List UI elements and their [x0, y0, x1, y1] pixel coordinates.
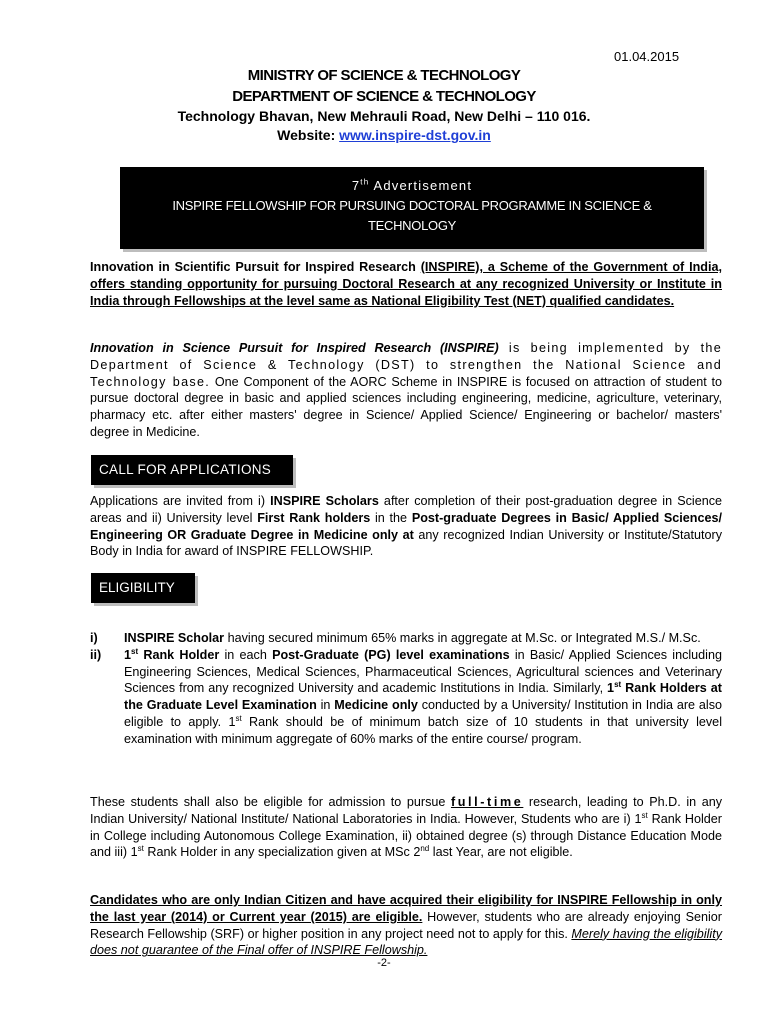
p4-text-4: Rank Holder in any specialization given at MSc 2	[143, 845, 421, 860]
item2-text-5: Rank should be of minimum batch size of 10 students in that university level examination with minimum aggregate of 60% marks of the entire course/ program.	[124, 714, 722, 746]
intro-paragraph	[90, 259, 722, 309]
item2-bold-3b: Rank Holders at the Graduate Level Examination	[124, 681, 722, 713]
students-eligibility-paragraph	[90, 794, 722, 861]
full-time-word: full-time	[450, 795, 524, 809]
item2-bold-1b: Rank Holder	[138, 647, 220, 662]
citizenship-bold-underlined: Candidates who are only Indian Citizen and have acquired their eligibility for INSPIRE Fellowship in only the last year (2014) or Current year (2015) are eligible.	[90, 893, 722, 924]
scheme-paragraph	[90, 340, 722, 441]
address-line: Technology Bhavan, New Mehrauli Road, New Delhi – 110 016.	[177, 108, 591, 124]
item2-text-4: conducted by a University/ Institution in India are also eligible to apply. 1	[124, 698, 722, 729]
adv-word: Advertisement	[369, 178, 473, 193]
item2-sup-3: st	[614, 680, 622, 690]
item2-text-3: in	[316, 698, 335, 713]
item1-bold: INSPIRE Scholar	[124, 631, 225, 645]
call-text-1: Applications are invited from i)	[90, 494, 271, 508]
call-text-4: any recognized Indian University or Institute/Statutory Body in India for award of INSPIRE FELLOWSHIP.	[90, 527, 723, 559]
website-line	[0, 127, 768, 143]
citizenship-text: However, students who are already enjoying Senior Research Fellowship (SRF) or higher position in any project need not to apply for this.	[90, 909, 722, 941]
item2-bold-1: 1	[124, 647, 132, 662]
ministry-heading: MINISTRY OF SCIENCE & TECHNOLOGY	[247, 67, 521, 84]
item2-sup-1: st	[131, 646, 139, 656]
eligibility-list	[90, 630, 722, 748]
p4-text-2: research, leading to Ph.D. in any Indian University/ National Institute/ National Laboratories in India. However, Students who are i) 1	[90, 795, 722, 826]
p4-sup-1: st	[641, 810, 648, 820]
list-item	[90, 647, 722, 748]
list-item-number: ii)	[90, 647, 102, 662]
adv-sup: th	[360, 177, 370, 187]
disclaimer-italic: Merely having the eligibility does not guarantee of the Final offer of INSPIRE Fellowship.	[90, 926, 723, 958]
item2-bold-2: Post-Graduate (PG) level examinations	[272, 647, 510, 662]
citizenship-paragraph	[90, 892, 722, 959]
scheme-rest-text: One Component of the AORC Scheme in INSPIRE is focused on attraction of student to pursue doctoral degree in basic and applied sciences including engineering, medicine, agriculture, veterinary, pharmacy etc. after either masters' degree in Science/ Applied Science/ Engineering or bachelor/ masters' degree in Medicine.	[90, 374, 722, 439]
page-number: -2-	[377, 957, 391, 969]
p4-text-1: These students shall also be eligible for admission to pursue	[90, 795, 451, 809]
p4-sup-2: st	[137, 844, 144, 854]
item2-text-1: in each	[219, 647, 273, 662]
document-date: 01.04.2015	[614, 49, 680, 64]
call-bold-3: Post-graduate Degrees in Basic/ Applied Sciences/ Engineering OR Graduate Degree in Medicine only at	[90, 510, 723, 542]
list-item-number: i)	[90, 631, 98, 645]
call-bold-1: INSPIRE Scholars	[270, 494, 379, 508]
item2-text-2: in Basic/ Applied Sciences including Engineering Sciences, Medical Sciences, Pharmaceutical Sciences, Agricultural sciences and Veterinary Sciences from any recognized University and academic Institutions in India. Similarly,	[124, 647, 722, 696]
website-link[interactable]: www.inspire-dst.gov.in	[339, 127, 491, 143]
item2-sup-4: st	[235, 713, 242, 723]
call-for-applications-heading: CALL FOR APPLICATIONS	[91, 455, 293, 485]
intro-underlined: (INSPIRE), a Scheme of the Government of India, offers standing opportunity for pursuing Doctoral Research at any recognized University or Institute in India through Fellowships at the level same as National Eligibility Test (NET) qualified candidates.	[90, 260, 722, 308]
intro-lead: Innovation in Scientific Pursuit for Inspired Research	[90, 260, 421, 274]
item2-bold-4: Medicine only	[334, 698, 418, 713]
list-item	[90, 630, 722, 647]
advertisement-number	[120, 167, 704, 196]
call-text-3: in the	[370, 510, 412, 525]
fellowship-title: INSPIRE FELLOWSHIP FOR PURSUING DOCTORAL PROGRAMME IN SCIENCE & TECHNOLOGY	[172, 198, 652, 233]
department-heading: DEPARTMENT OF SCIENCE & TECHNOLOGY	[232, 88, 536, 105]
call-paragraph	[90, 493, 722, 560]
item1-text: having secured minimum 65% marks in aggregate at M.Sc. or Integrated M.S./ M.Sc.	[224, 631, 701, 645]
adv-num: 7	[351, 178, 361, 193]
call-bold-2: First Rank holders	[257, 510, 371, 525]
scheme-spaced-text: is being implemented by the Department of Science & Technology (DST) to strengthen the National Science and Technology base.	[90, 341, 722, 389]
p4-sup-3: nd	[420, 844, 430, 854]
call-text-2: after completion of their post-graduation degree in Science areas and ii) University level	[90, 494, 723, 525]
item2-bold-3: 1	[607, 681, 615, 696]
eligibility-heading: ELIGIBILITY	[91, 573, 195, 603]
advertisement-banner	[120, 167, 704, 249]
inspire-full-name: Innovation in Science Pursuit for Inspired Research (INSPIRE)	[90, 341, 499, 355]
website-label: Website:	[277, 127, 340, 143]
p4-text-5: last Year, are not eligible.	[429, 845, 573, 860]
p4-text-3: Rank Holder in College including Autonomous College Examination, ii) obtained degree (s) through Distance Education Mode and iii) 1	[90, 811, 722, 860]
